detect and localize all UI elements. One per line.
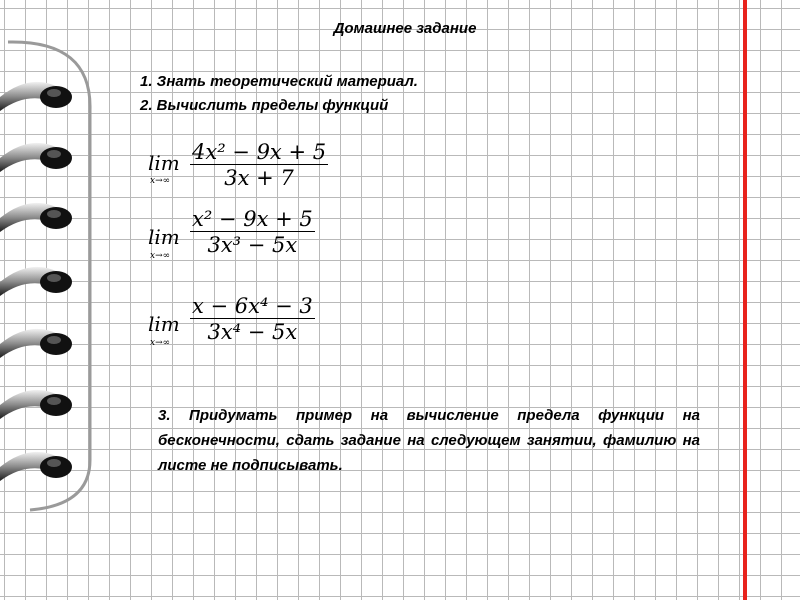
task-1: 1. Знать теоретический материал. [140, 73, 418, 90]
spiral-ring-icon [0, 322, 78, 370]
spiral-ring-icon [0, 196, 78, 244]
denominator: 3x + 7 [224, 166, 294, 190]
task-list [140, 70, 418, 118]
lim-subscript: x→∞ [150, 338, 171, 348]
denominator: 3x⁴ − 5x [207, 320, 298, 344]
fraction [190, 207, 315, 258]
fraction [190, 294, 315, 345]
spiral-ring-icon [0, 136, 78, 184]
lim-subscript: x→∞ [150, 176, 171, 186]
lim-label: lim [148, 151, 180, 175]
numerator: x − 6x⁴ − 3 [192, 294, 313, 318]
fraction [190, 140, 328, 191]
red-margin-line [743, 0, 747, 600]
page-title: Домашнее задание [333, 20, 477, 37]
spiral-ring-icon [0, 445, 78, 493]
numerator: x² − 9x + 5 [192, 207, 313, 231]
numerator: 4x² − 9x + 5 [192, 140, 327, 164]
task-2: 2. Вычислить пределы функций [140, 97, 389, 114]
spiral-ring-icon [0, 383, 78, 431]
spiral-ring-icon [0, 260, 78, 308]
lim-subscript: x→∞ [150, 251, 171, 261]
denominator: 3x³ − 5x [207, 233, 298, 257]
lim-label: lim [148, 312, 180, 336]
lim-label: lim [148, 225, 180, 249]
task-3: 3. Придумать пример на вычисление предела функции на бесконечности, сдать задание на следующем занятии, фамилию на листе не подписывать. [158, 407, 700, 474]
spiral-ring-icon [0, 75, 78, 123]
